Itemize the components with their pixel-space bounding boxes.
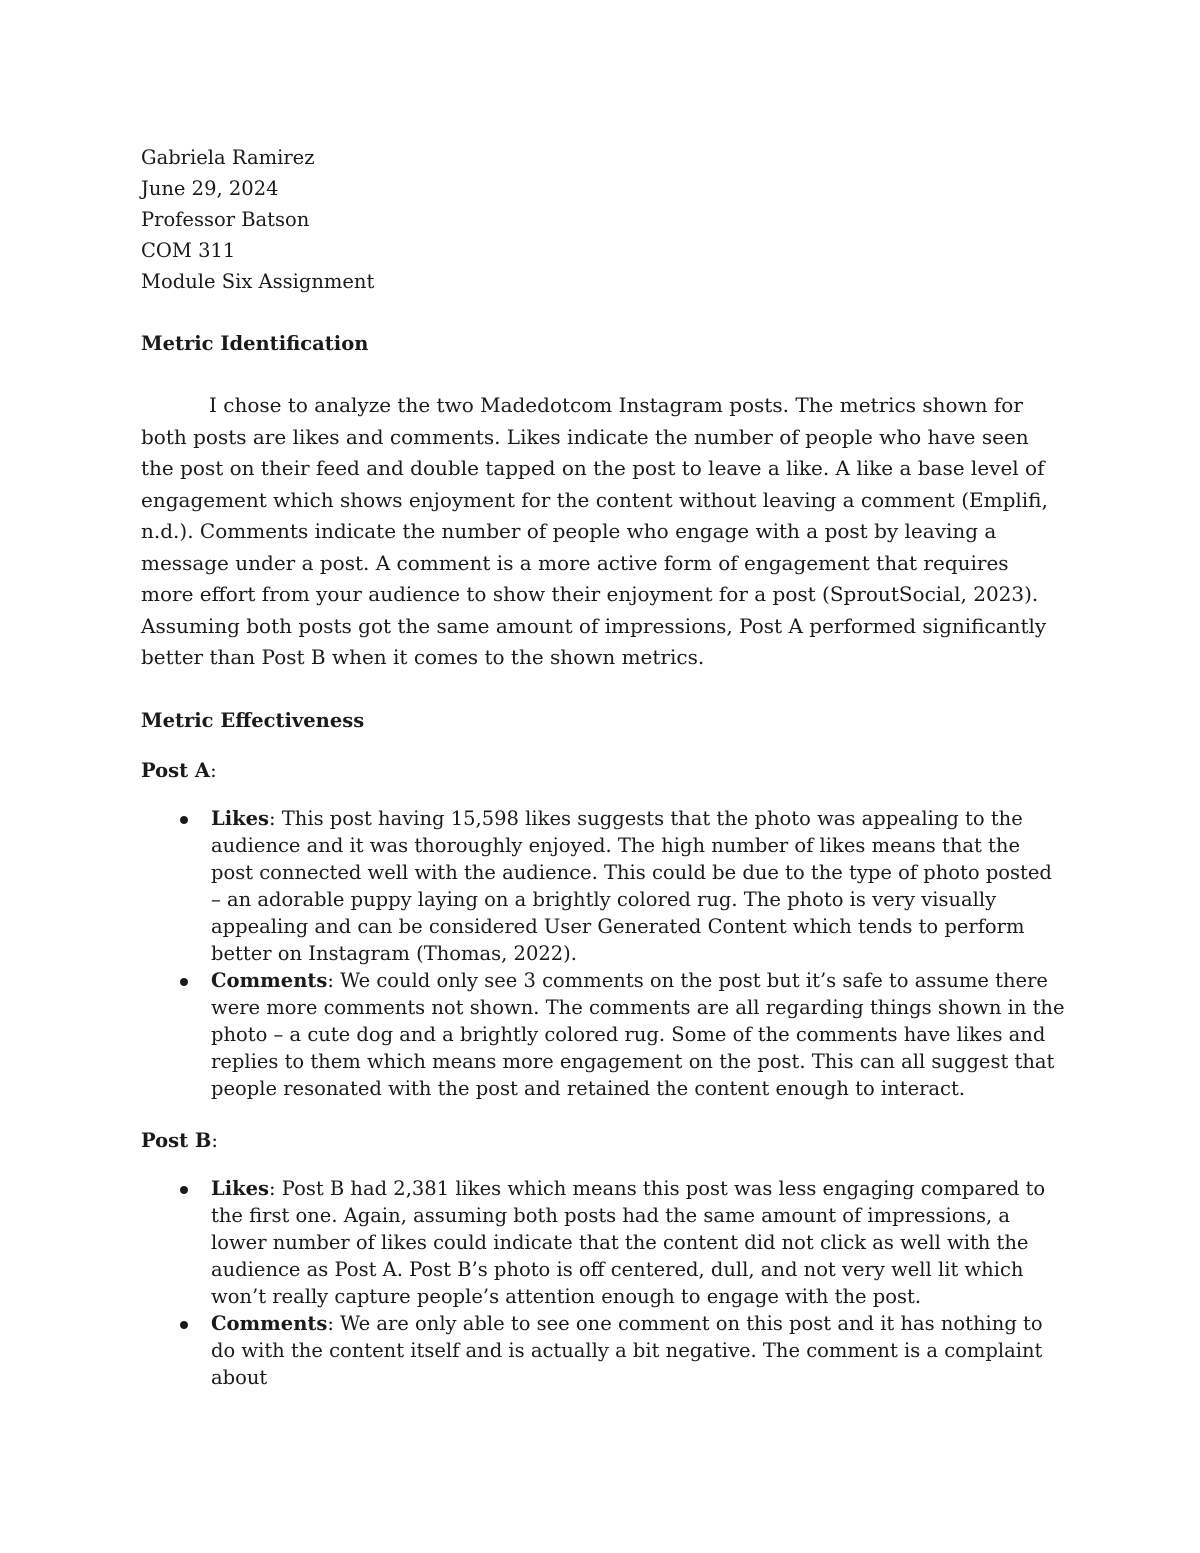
bullet-term: Likes <box>211 1176 270 1200</box>
post-b-bullet-list <box>141 1175 1066 1391</box>
bullet-text: : We are only able to see one comment on this post and it has nothing to do with the content itself and is actually a bit negative. The comment is a complaint about <box>211 1311 1043 1389</box>
bullet-text: : Post B had 2,381 likes which means this post was less engaging compared to the first one. Again, assuming both posts had the same amount of impressions, a lower number of likes could indicate that the content did not click as well with the audience as Post A. Post B’s photo is off centered, dull, and not very well lit which won’t really capture people’s attention enough to engage with the post. <box>211 1176 1046 1308</box>
bullet-text: : We could only see 3 comments on the post but it’s safe to assume there were more comments not shown. The comments are all regarding things shown in the photo – a cute dog and a brightly colored rug. Some of the comments have likes and replies to them which means more engagement on the post. This can all suggest that people resonated with the post and retained the content enough to interact. <box>211 968 1065 1100</box>
post-a-label-colon: : <box>210 758 217 782</box>
submission-date: June 29, 2024 <box>141 177 279 200</box>
bullet-term: Likes <box>211 806 270 830</box>
document-page <box>141 142 1066 1391</box>
metric-effectiveness-heading: Metric Effectiveness <box>141 708 365 732</box>
professor-name: Professor Batson <box>141 208 310 231</box>
post-a-label-text: Post A <box>141 758 211 782</box>
post-b-label <box>141 1125 1066 1156</box>
list-item <box>141 967 1066 1102</box>
metric-identification-heading: Metric Identification <box>141 332 369 355</box>
metric-identification-paragraph: I chose to analyze the two Madedotcom Instagram posts. The metrics shown for both posts are likes and comments. Likes indicate the number of people who have seen the post on their feed and double tapped on the post to leave a like. A like a base level of engagement which shows enjoyment for the content without leaving a comment (Emplifi, n.d.). Comments indicate the number of people who engage with a post by leaving a message under a post. A comment is a more active form of engagement that requires more effort from your audience to show their enjoyment for a post (SproutSocial, 2023). Assuming both posts got the same amount of impressions, Post A performed significantly better than Post B when it comes to the shown metrics. <box>141 393 1048 669</box>
course-code: COM 311 <box>141 239 236 262</box>
post-b-label-colon: : <box>211 1128 218 1152</box>
bullet-icon <box>180 1186 188 1194</box>
post-b-label-text: Post B <box>141 1128 212 1152</box>
bullet-icon <box>180 978 188 986</box>
bullet-icon <box>180 816 188 824</box>
list-item <box>141 1175 1066 1310</box>
bullet-term: Comments <box>211 968 328 992</box>
post-a-label <box>141 755 1066 786</box>
post-a-bullet-list <box>141 805 1066 1102</box>
bullet-text: : This post having 15,598 likes suggests that the photo was appealing to the audience and it was thoroughly enjoyed. The high number of likes means that the post connected well with the audience. This could be due to the type of photo posted – an adorable puppy laying on a brightly colored rug. The photo is very visually appealing and can be considered User Generated Content which tends to perform better on Instagram (Thomas, 2022). <box>211 806 1052 965</box>
bullet-term: Comments <box>211 1311 328 1335</box>
author-name: Gabriela Ramirez <box>141 146 315 169</box>
assignment-title: Module Six Assignment <box>141 270 375 293</box>
list-item <box>141 1310 1066 1391</box>
bullet-icon <box>180 1321 188 1329</box>
list-item <box>141 805 1066 967</box>
